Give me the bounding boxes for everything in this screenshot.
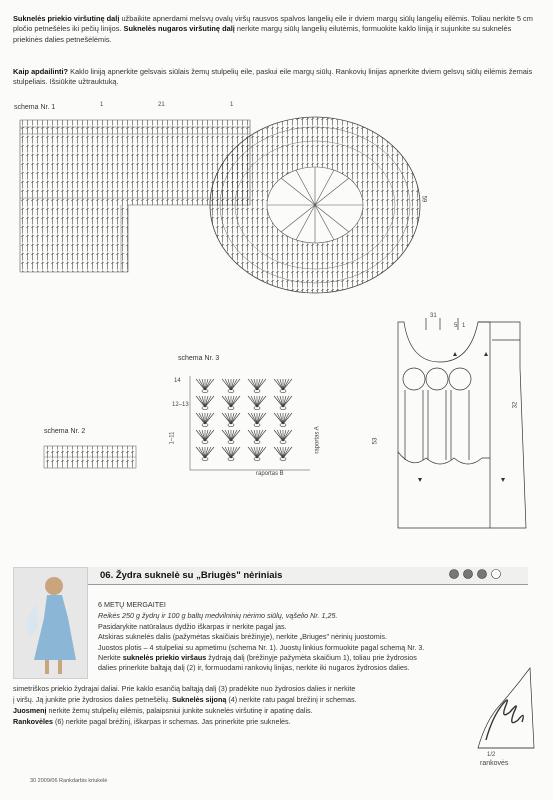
section-line-6-b: (4) nerkite ratu pagal brėžinį ir schemas.: [226, 695, 357, 704]
intro-bold-1: Suknelės priekio viršutinę dalį: [13, 14, 120, 23]
section-line-6-bold: Suknelės sijoną: [172, 695, 227, 704]
pattern-dim-31: 31: [430, 313, 437, 319]
schema-1-number-1b: 1: [230, 102, 234, 108]
intro-text-3: Kaklo liniją apnerkite gelsvais siūlais žemų stulpelių eile, paskui eile margų siūlų. Rankovių linijas apnerkite dviem gelsvų siūlų eilėmis žemais stulpeliais. Išsiūkite užtrauktuką.: [13, 67, 533, 87]
schema-1-number-21: 21: [158, 102, 165, 108]
intro-text-1: užbaikite apnerdami melsvų ovalų viršų rausvos spalvos langelių eile ir dviem margų siūlų langelių eilėmis. Toliau nerkite 5 cm pločio petnešėles iki pečių linijos.: [13, 14, 533, 34]
schema-3-raportas: raportas B: [256, 471, 284, 477]
section-line-4-a: Nerkite: [98, 653, 123, 662]
schema-3-kartoti: raportas A: [314, 426, 321, 454]
intro-bold-2: Suknelės nugaros viršutinę dalį: [123, 24, 235, 34]
intro-bold-3: Kaip apdailinti?: [13, 67, 69, 76]
schema-1-number-59: 59: [420, 195, 427, 203]
pattern-dim-5: 5: [454, 323, 458, 329]
schema-3-row-1-11: 1–11: [169, 431, 176, 445]
intro-text-2: nerkite margų siūlų langelių eilutėmis, formuokite kaklo liniją ir sujunkite su suknelės priekinės dalies petnešėlėmis.: [13, 24, 512, 44]
section-line-5: simetriškos priekio žydrajai daliai. Prie kaklo esančią baltąją dalį (3) pradėkite nuo žydrosios dalies ir nerkite: [13, 684, 356, 693]
section-line-7-a: nerkite žemų stulpelių eilėmis, palaipsniui junkite suknelės viršutinę ir apatinę dalis.: [46, 706, 313, 715]
page-footer: 30 2009/06 Rankdarbis kriukelė: [30, 778, 108, 784]
schema-3-row-12-13: 12–13: [172, 402, 189, 408]
section-line-2: Atskiras suknelės dalis (pažymėtas skaičiais brėžinyje), nerkite „Briuges" nėrinių juostomis.: [98, 632, 387, 641]
pattern-dim-32: 32: [512, 401, 519, 409]
section-line-4-b: žydrają dalį (brėžinyje pažymėta skaičium 1), toliau prie žydrosios dalies prinerkite baltąją dalį (2) ir, formuodami rankovių linijas, nerkite iki nugaros žydrosios dalies.: [98, 653, 417, 673]
sleeve-label: rankovės: [480, 760, 509, 767]
schema-3-label: schema Nr. 3: [178, 355, 220, 362]
section-line-8-bold: Rankovėles: [13, 717, 53, 726]
pattern-dim-1: 1: [462, 323, 466, 329]
schema-3-row-14: 14: [174, 378, 181, 384]
section-title: 06. Žydra suknelė su „Briugès" nėriniais: [100, 570, 283, 581]
section-line-4-bold: suknelės priekio viršaus: [122, 653, 207, 662]
section-line-3: Juostos plotis – 4 stulpeliai su apmetimu (schema Nr. 1). Juostų linkius formuokite pagal schemą Nr. 3.: [98, 643, 425, 652]
pattern-dim-53: 53: [372, 437, 379, 445]
schema-2-label: schema Nr. 2: [44, 428, 86, 435]
section-line-1: Pasidarykite natūralaus dydžio iškarpas ir nerkite pagal jas.: [98, 622, 287, 631]
section-age: 6 METŲ MERGAITEI: [98, 600, 166, 609]
section-requirements: Reikės 250 g žydrų ir 100 g baltų medvilninių nėrimo siūlų, vąšelio Nr. 1,25.: [98, 611, 338, 620]
section-line-6-a: į viršų. Ją junkite prie žydrosios dalies petnešėlių.: [13, 695, 172, 704]
section-line-8-a: (6) nerkite pagal brėžinį, iškarpas ir schemas. Jas prinerkite prie suknelės.: [52, 717, 291, 726]
schema-1-number-1: 1: [100, 102, 104, 108]
section-line-7-bold: Juosmenį: [13, 706, 47, 715]
schema-1-label: schema Nr. 1: [14, 104, 56, 111]
sleeve-fraction: 1/2: [487, 752, 496, 758]
